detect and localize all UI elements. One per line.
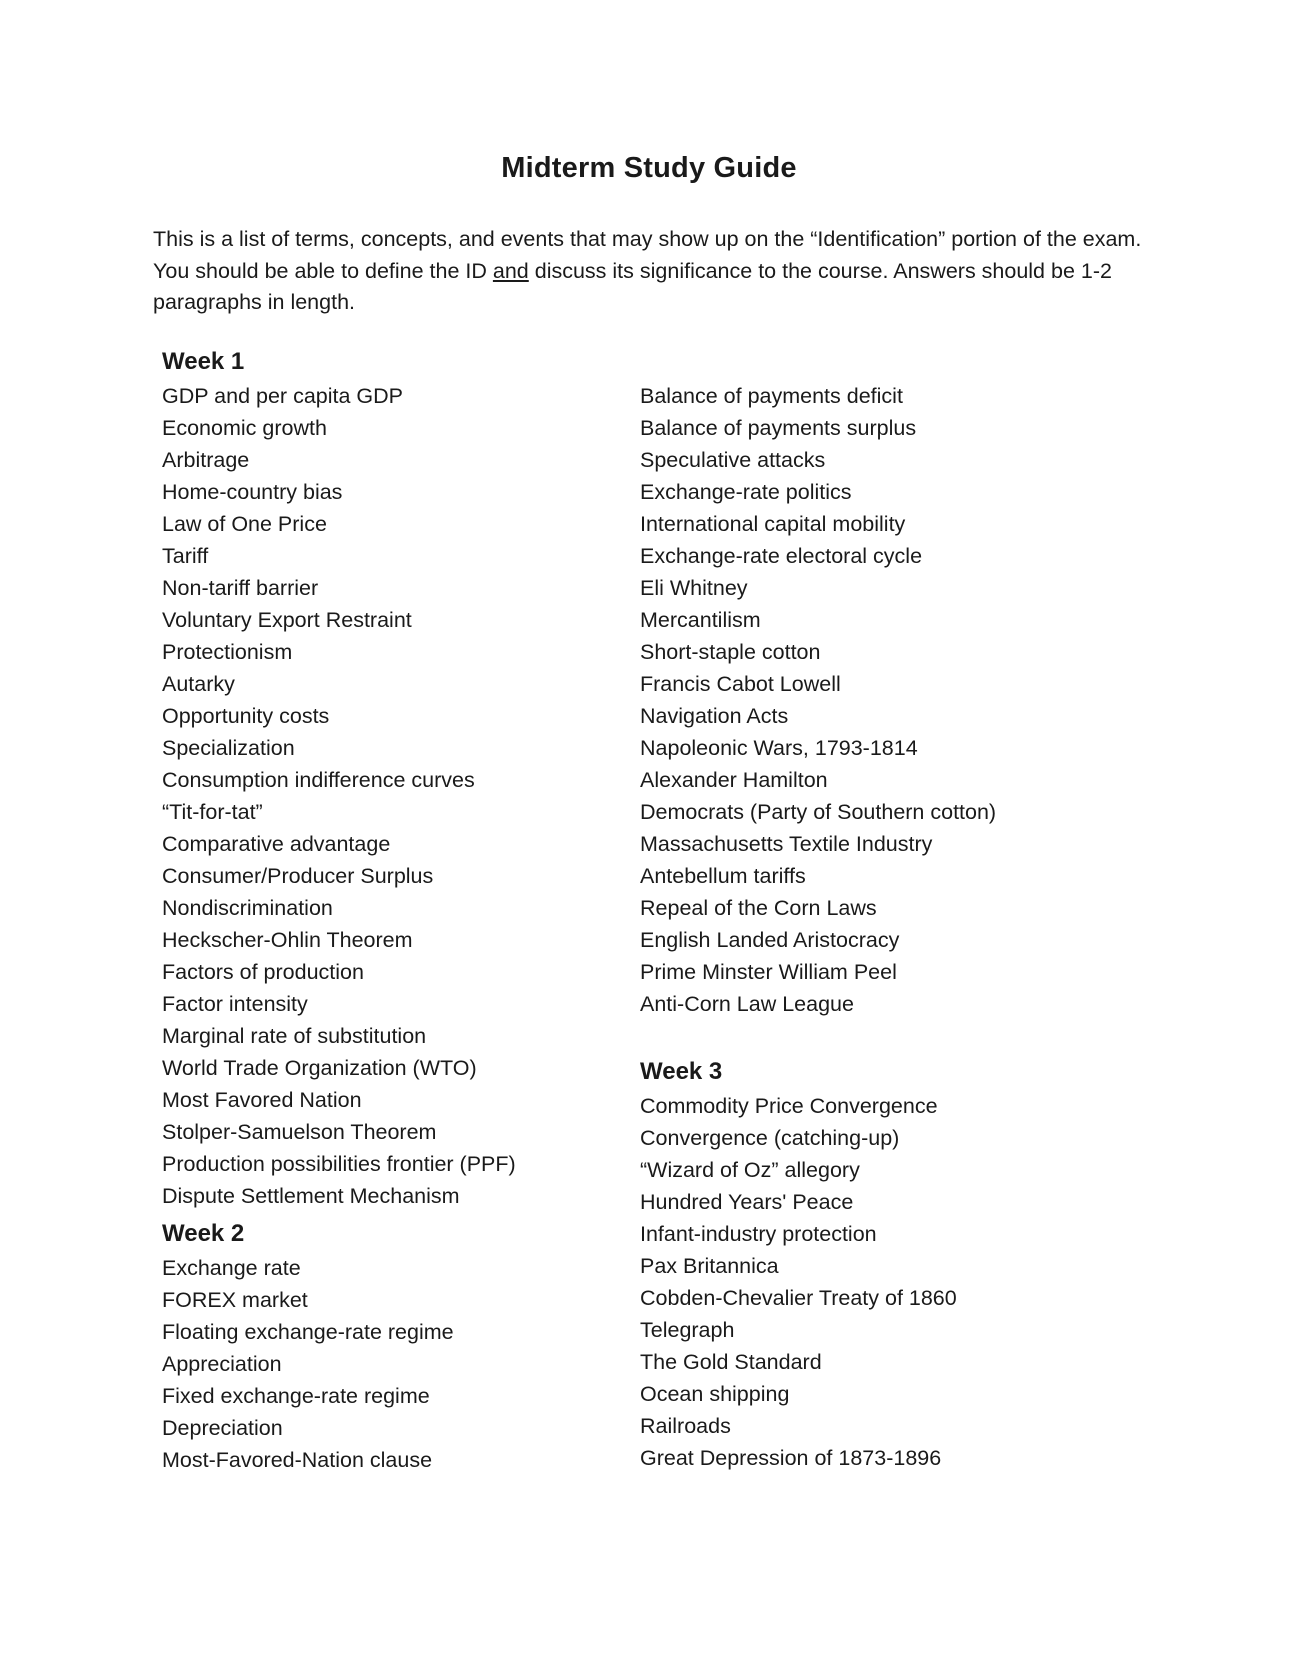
list-item: Balance of payments deficit xyxy=(640,384,903,408)
list-item: Appreciation xyxy=(162,1352,282,1376)
right-column xyxy=(640,380,1160,1474)
list-item: Voluntary Export Restraint xyxy=(162,608,412,632)
list-item: Anti-Corn Law League xyxy=(640,992,854,1016)
week-2-list xyxy=(162,1252,622,1476)
list-item: Law of One Price xyxy=(162,512,327,536)
list-item: Railroads xyxy=(640,1414,731,1438)
list-item: “Tit-for-tat” xyxy=(162,800,263,824)
list-item: Repeal of the Corn Laws xyxy=(640,896,877,920)
list-item: Pax Britannica xyxy=(640,1254,779,1278)
left-column xyxy=(162,344,622,1476)
list-item: Home-country bias xyxy=(162,480,343,504)
list-item: Factors of production xyxy=(162,960,364,984)
week-3-list xyxy=(640,1090,1160,1474)
list-item: Telegraph xyxy=(640,1318,735,1342)
list-item: Consumption indifference curves xyxy=(162,768,475,792)
intro-text-2: discuss its significance to the course. Answers should be 1-2 paragraphs in length. xyxy=(153,258,1112,314)
list-item: Most-Favored-Nation clause xyxy=(162,1448,433,1472)
week-2-heading: Week 2 xyxy=(162,1220,245,1247)
list-item: Protectionism xyxy=(162,640,293,664)
week-1-list xyxy=(162,380,622,1212)
list-item: Cobden-Chevalier Treaty of 1860 xyxy=(640,1286,957,1310)
list-item: The Gold Standard xyxy=(640,1350,822,1374)
list-item: Francis Cabot Lowell xyxy=(640,672,841,696)
list-item: Great Depression of 1873-1896 xyxy=(640,1446,942,1470)
list-item: Economic growth xyxy=(162,416,327,440)
intro-emphasis: and xyxy=(492,258,529,283)
list-item: Most Favored Nation xyxy=(162,1088,362,1112)
list-item: Alexander Hamilton xyxy=(640,768,828,792)
list-item: “Wizard of Oz” allegory xyxy=(640,1158,860,1182)
list-item: Ocean shipping xyxy=(640,1382,790,1406)
list-item: Balance of payments surplus xyxy=(640,416,917,440)
list-item: Antebellum tariffs xyxy=(640,864,806,888)
intro-text-1: This is a list of terms, concepts, and events that may show up on the “Identification” portion of the exam. You should be able to define the ID xyxy=(153,227,1142,283)
list-item: Opportunity costs xyxy=(162,704,330,728)
intro-paragraph xyxy=(153,224,1143,319)
list-item: Exchange-rate electoral cycle xyxy=(640,544,923,568)
list-item: Massachusetts Textile Industry xyxy=(640,832,933,856)
spacer xyxy=(640,1020,1160,1054)
list-item: Arbitrage xyxy=(162,448,250,472)
list-item: World Trade Organization (WTO) xyxy=(162,1056,477,1080)
list-item: Heckscher-Ohlin Theorem xyxy=(162,928,413,952)
week-1-heading: Week 1 xyxy=(162,348,245,375)
list-item: Commodity Price Convergence xyxy=(640,1094,938,1118)
week-3-heading: Week 3 xyxy=(640,1058,723,1085)
list-item: Navigation Acts xyxy=(640,704,789,728)
list-item: Hundred Years' Peace xyxy=(640,1190,854,1214)
list-item: Marginal rate of substitution xyxy=(162,1024,427,1048)
list-item: Production possibilities frontier (PPF) xyxy=(162,1152,516,1176)
list-item: Exchange-rate politics xyxy=(640,480,852,504)
list-item: Fixed exchange-rate regime xyxy=(162,1384,430,1408)
list-item: English Landed Aristocracy xyxy=(640,928,900,952)
list-item: Short-staple cotton xyxy=(640,640,821,664)
list-item: Eli Whitney xyxy=(640,576,748,600)
week-2-continued-list xyxy=(640,380,1160,1020)
list-item: Autarky xyxy=(162,672,235,696)
list-item: Dispute Settlement Mechanism xyxy=(162,1184,460,1208)
list-item: Exchange rate xyxy=(162,1256,301,1280)
list-item: Floating exchange-rate regime xyxy=(162,1320,454,1344)
list-item: Tariff xyxy=(162,544,209,568)
list-item: Non-tariff barrier xyxy=(162,576,319,600)
list-item: Prime Minster William Peel xyxy=(640,960,897,984)
list-item: Specialization xyxy=(162,736,295,760)
list-item: GDP and per capita GDP xyxy=(162,384,404,408)
list-item: Speculative attacks xyxy=(640,448,826,472)
list-item: Napoleonic Wars, 1793-1814 xyxy=(640,736,918,760)
list-item: Stolper-Samuelson Theorem xyxy=(162,1120,437,1144)
list-item: FOREX market xyxy=(162,1288,308,1312)
list-item: Mercantilism xyxy=(640,608,761,632)
list-item: Factor intensity xyxy=(162,992,308,1016)
list-item: Convergence (catching-up) xyxy=(640,1126,900,1150)
list-item: Infant-industry protection xyxy=(640,1222,877,1246)
list-item: Depreciation xyxy=(162,1416,283,1440)
list-item: Comparative advantage xyxy=(162,832,391,856)
list-item: Democrats (Party of Southern cotton) xyxy=(640,800,997,824)
page-title: Midterm Study Guide xyxy=(501,152,797,184)
list-item: Consumer/Producer Surplus xyxy=(162,864,434,888)
list-item: Nondiscrimination xyxy=(162,896,333,920)
list-item: International capital mobility xyxy=(640,512,906,536)
